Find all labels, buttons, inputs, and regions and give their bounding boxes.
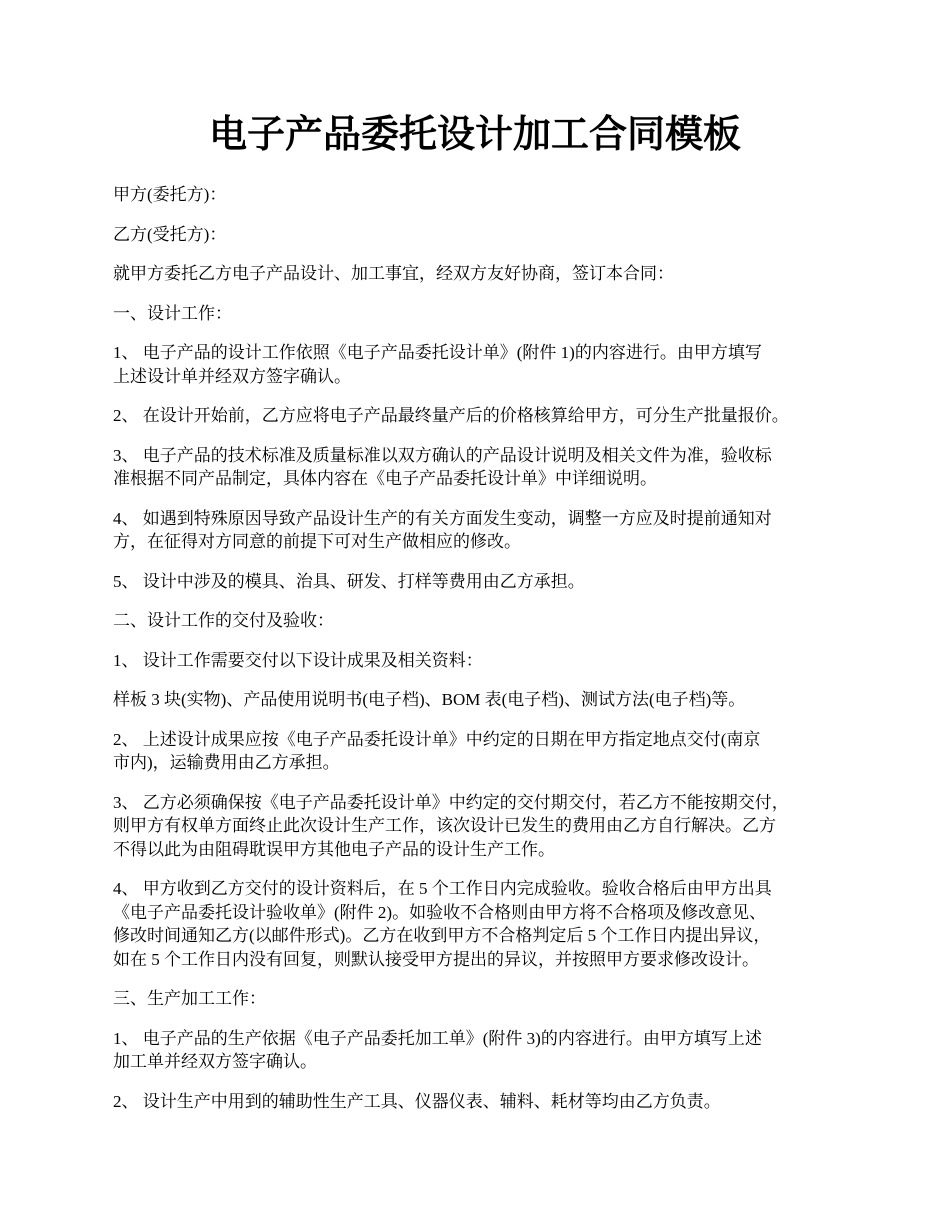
paragraph-line: 一、设计工作： [113,303,232,323]
paragraph-line: 样板 3 块(实物)、产品使用说明书(电子档)、BOM 表(电子档)、测试方法(电子档)等。 [113,690,746,709]
paragraph-line: 上述设计单并经双方签字确认。 [113,366,351,386]
paragraph-line: 3、 乙方必须确保按《电子产品委托设计单》中约定的交付期交付，若乙方不能按期交付， [113,792,789,812]
paragraph [113,688,853,712]
paragraph-line: 修改时间通知乙方(以邮件形式)。乙方在收到甲方不合格判定后 5 个工作日内提出异议， [113,926,771,945]
paragraph [113,302,853,326]
paragraph-line: 方，在征得对方同意的前提下可对生产做相应的修改。 [113,532,521,551]
paragraph-line: 3、 电子产品的技术标准及质量标准以双方确认的产品设计说明及相关文件为准，验收标 [113,445,772,465]
paragraph [113,262,853,286]
paragraph-line: 不得以此为由阻碍耽误甲方其他电子产品的设计生产工作。 [113,839,555,859]
paragraph [113,877,853,971]
paragraph-line: 市内)，运输费用由乙方承担。 [113,753,340,772]
paragraph-line: 4、 如遇到特殊原因导致产品设计生产的有关方面发生变动，调整一方应及时提前通知对 [113,508,772,528]
paragraph-line: 则甲方有权单方面终止此次设计生产工作，该次设计已发生的费用由乙方自行解决。乙方 [113,816,776,835]
paragraph-line: 三、生产加工工作： [113,989,266,1008]
paragraph [113,341,853,388]
paragraph [113,649,853,673]
paragraph-line: 1、 设计工作需要交付以下设计成果及相关资料： [113,650,483,670]
paragraph [113,404,853,428]
paragraph-line: 2、 上述设计成果应按《电子产品委托设计单》中约定的日期在甲方指定地点交付(南京 [113,729,761,749]
document-body [113,183,853,1129]
paragraph-line: 5、 设计中涉及的模具、治具、研发、打样等费用由乙方承担。 [113,571,585,591]
paragraph [113,609,853,633]
paragraph-line: 甲方(委托方)： [113,185,227,204]
paragraph-line: 乙方(受托方)： [113,224,227,244]
document-title: 电子产品委托设计加工合同模板 [208,114,741,156]
paragraph [113,791,853,862]
paragraph-line: 加工单并经双方签字确认。 [113,1052,317,1071]
paragraph-line: 2、 在设计开始前，乙方应将电子产品最终量产后的价格核算给甲方，可分生产批量报价。 [113,406,789,425]
paragraph [113,1090,853,1114]
paragraph [113,223,853,247]
paragraph-line: 1、 电子产品的生产依据《电子产品委托加工单》(附件 3)的内容进行。由甲方填写上述 [113,1028,762,1048]
paragraph-line: 4、 甲方收到乙方交付的设计资料后，在 5 个工作日内完成验收。验收合格后由甲方出具 [113,879,772,898]
paragraph [113,183,853,207]
paragraph-line: 《电子产品委托设计验收单》(附件 2)。如验收不合格则由甲方将不合格项及修改意见、 [113,902,767,922]
paragraph-line: 1、 电子产品的设计工作依照《电子产品委托设计单》(附件 1)的内容进行。由甲方填写 [113,343,762,362]
paragraph-line: 准根据不同产品制定，具体内容在《电子产品委托设计单》中详细说明。 [113,469,657,488]
paragraph-line: 二、设计工作的交付及验收： [113,611,334,630]
paragraph [113,570,853,594]
paragraph-line: 如在 5 个工作日内没有回复，则默认接受甲方提出的异议，并按照甲方要求修改设计。 [113,949,759,969]
paragraph [113,507,853,554]
paragraph [113,1027,853,1074]
paragraph [113,444,853,491]
paragraph [113,987,853,1011]
paragraph-line: 2、 设计生产中用到的辅助性生产工具、仪器仪表、辅料、耗材等均由乙方负责。 [113,1091,721,1111]
paragraph-line: 就甲方委托乙方电子产品设计、加工事宜，经双方友好协商，签订本合同： [113,264,674,283]
paragraph [113,728,853,775]
